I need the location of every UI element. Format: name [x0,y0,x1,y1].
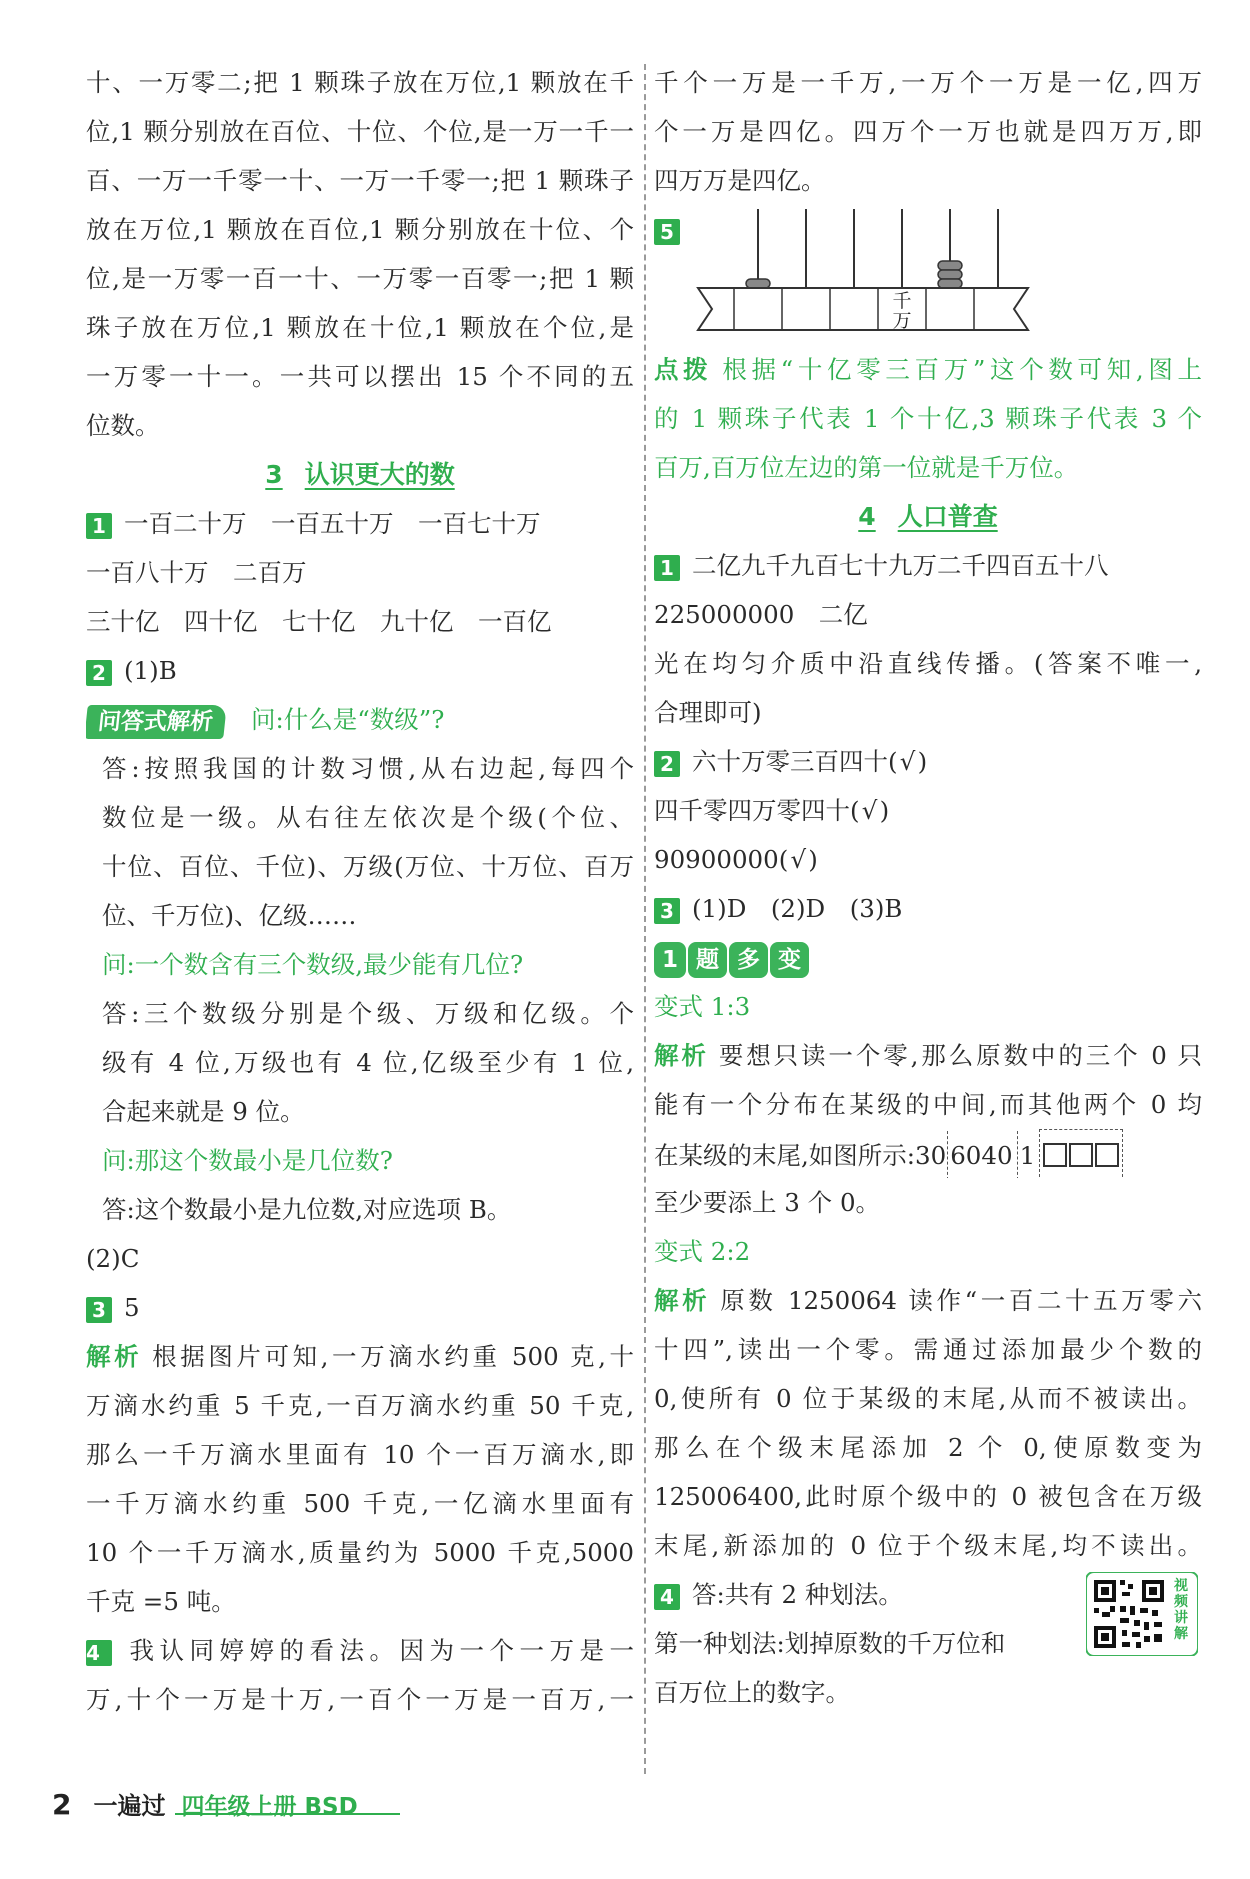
answer-text: 答:共有 2 种划法。 [692,1580,903,1609]
answer-text: 一百二十万 一百五十万 一百七十万 [124,509,541,538]
qa-answer-line: 合起来就是 9 位。 [102,1097,305,1126]
question-1 [86,499,634,548]
text-line: 225000000 二亿 [654,600,868,629]
text-line: 位,1 颗分别放在百位、十位、个位,是一万一千一 [86,117,634,146]
abacus-base [698,288,1028,330]
question-5 [654,205,1202,345]
judge-item: 六十万零三百四十( [692,747,898,776]
question-3 [654,884,1202,933]
text-line: 一万零一十一。一共可以摆出 15 个不同的五 [86,362,634,391]
badge-part: 变 [770,942,809,978]
answer-text: 二亿九千九百七十九万二千四百五十八 [692,551,1109,580]
question-number-badge: 1 [86,513,112,539]
text-line: 0,使所有 0 位于某级的末尾,从而不被读出。 [654,1384,1202,1413]
section-number: 3 [265,460,283,489]
qa-analysis-badge: 问答式解析 [86,705,227,739]
text-line: 125006400,此时原个级中的 0 被包含在万级 [654,1482,1202,1511]
text-line: 珠子放在万位,1 颗放在十位,1 颗放在个位,是 [86,313,634,342]
page-footer [52,1785,358,1825]
variant-label: 变式 1:3 [654,992,751,1021]
analysis-line [654,1276,1202,1325]
text-line: 三十亿 四十亿 七十亿 九十亿 一百亿 [86,607,552,636]
digit-group: 1 [1017,1131,1038,1178]
qa-question: 问:一个数含有三个数级,最少能有几位? [102,950,524,979]
grade-label: 四年级上册 BSD [181,1794,358,1820]
badge-part: 多 [729,942,768,978]
judge-line [654,835,1202,884]
text-line: 合理即可) [654,698,762,727]
text-line: 位,是一万零一百一十、一万零一百零一;把 1 颗 [86,264,634,293]
text-line: 那么在个级末尾添加 2 个 0,使原数变为 [654,1433,1202,1462]
question-number-badge: 1 [654,555,680,581]
qa-question: 问:什么是“数级”? [251,705,445,734]
judge-item: 四千零四万零四十( [654,796,860,825]
qa-answer-line: 数位是一级。从右往左依次是个级(个位、 [102,803,634,832]
text-line: 10 个一千万滴水,质量约为 5000 千克,5000 [86,1538,634,1567]
qa-answer-line: 答:按照我国的计数习惯,从右边起,每四个 [102,754,634,783]
abacus-label: 万 [892,310,912,332]
qa-answer-line: 十位、百位、千位)、万级(万位、十万位、百万 [102,852,634,881]
brand-logo: 一遍过 [93,1792,166,1820]
badge-part: 1 [654,942,686,978]
question-number-badge: 3 [654,898,680,924]
analysis-text: 要想只读一个零,那么原数中的三个 0 只 [718,1041,1202,1070]
added-zero-boxes [1039,1129,1123,1178]
question-1 [654,541,1202,590]
check-mark: √ [899,747,916,776]
text-line: 那么一千万滴水里面有 10 个一百万滴水,即 [86,1440,634,1469]
analysis-tag: 解析 [654,1286,711,1315]
question-number-badge: 4 [654,1584,680,1610]
qa-answer-line: 答:三个数级分别是个级、万级和亿级。个 [102,999,634,1028]
question-2 [86,646,634,695]
hint-tag: 点拨 [654,355,713,384]
abacus-diagram [694,205,1054,345]
text-line: 位数。 [86,411,160,440]
analysis-line [654,1031,1202,1080]
question-number-badge: 3 [86,1297,112,1323]
paren-close: ) [879,796,890,825]
text-line: 万,十个一万是十万,一百个一万是一百万,一 [86,1685,634,1714]
column-divider [644,64,646,1774]
qr-code[interactable] [1086,1572,1198,1662]
text-line: 万滴水约重 5 千克,一百万滴水约重 50 千克, [86,1391,634,1420]
qa-answer-line: 级有 4 位,万级也有 4 位,亿级至少有 1 位, [102,1048,634,1077]
check-mark: √ [861,796,878,825]
judge-item: 90900000( [654,845,789,874]
variant-label: 变式 2:2 [654,1237,751,1266]
answer-text: (2)C [86,1244,140,1273]
digit-diagram [946,1141,1124,1170]
qr-label: 视频讲解 [1174,1578,1188,1642]
text-line: 能有一个分布在某级的中间,而其他两个 0 均 [654,1090,1202,1119]
section-number: 4 [858,502,876,531]
text-line: 千克 =5 吨。 [86,1587,236,1616]
qa-answer-line: 位、千万位)、亿级…… [102,901,357,930]
hint-line [654,345,1202,394]
text-line: 个一万是四亿。四万个一万也就是四万万,即 [654,117,1202,146]
analysis-text: 在某级的末尾,如图所示:30 [654,1141,947,1170]
answer-text: 5 [124,1293,140,1322]
analysis-tag: 解析 [654,1041,709,1070]
digit-group: 6040 [947,1131,1014,1178]
analysis-line [86,1332,634,1381]
analysis-tag: 解析 [86,1342,143,1371]
text-line: 末尾,新添加的 0 位于个级末尾,均不读出。 [654,1531,1202,1560]
left-column [86,58,634,1724]
footer-rule [175,1813,400,1815]
text-line [654,1129,1202,1178]
hint-line: 百万,百万位左边的第一位就是千万位。 [654,453,1079,482]
answer-text: (1)D (2)D (3)B [692,894,903,923]
answer-text: (1)B [124,656,177,685]
check-mark: √ [790,845,807,874]
text-line: 放在万位,1 颗放在百位,1 颗分别放在十位、个 [86,215,634,244]
text-line: 四万万是四亿。 [654,166,826,195]
analysis-text: 根据图片可知,一万滴水约重 500 克,十 [152,1342,634,1371]
text-line: 十四”,读出一个零。需通过添加最少个数的 [654,1335,1202,1364]
text-line: 一千万滴水约重 500 千克,一亿滴水里面有 [86,1489,634,1518]
variant-badge [654,942,811,978]
abacus-bead [938,261,962,270]
question-2 [654,737,1202,786]
text-line: 至少要添上 3 个 0。 [654,1188,881,1217]
badge-part: 题 [688,942,727,978]
qa-answer-line: 答:这个数最小是九位数,对应选项 B。 [102,1195,512,1224]
section-title-text: 人口普查 [897,502,998,531]
hint-line: 的 1 颗珠子代表 1 个十亿,3 颗珠子代表 3 个 [654,404,1202,433]
paren-close: ) [808,845,818,874]
page-number: 2 [52,1788,72,1821]
abacus-label: 千 [892,290,912,312]
variants-header [654,933,1202,982]
question-number-badge: 2 [86,660,112,686]
section-title [86,450,634,499]
abacus-bead [746,279,770,288]
question-number-badge: 5 [654,219,680,245]
hint-text: 根据“十亿零三百万”这个数可知,图上 [722,355,1202,384]
text-line: 百万位上的数字。 [654,1678,850,1707]
paren-close: ) [917,747,928,776]
question-4-block [654,1570,1202,1717]
qa-question: 问:那这个数最小是几位数? [102,1146,393,1175]
judge-line [654,786,1202,835]
section-title-text: 认识更大的数 [304,460,455,489]
abacus-bead [938,279,962,288]
section-title [654,492,1202,541]
text-line: 第一种划法:划掉原数的千万位和 [654,1629,1006,1658]
question-3 [86,1283,634,1332]
abacus-bead [938,270,962,279]
question-number-badge: 2 [654,751,680,777]
text-line: 百、一万一千零一十、一万一千零一;把 1 颗珠子 [86,166,634,195]
text-line: 光在均匀介质中沿直线传播。(答案不唯一, [654,649,1202,678]
right-column [654,58,1202,1717]
question-4 [86,1626,634,1675]
question-number-badge: 4 [86,1640,112,1666]
text-line: 一百八十万 二百万 [86,558,307,587]
text-line: 十、一万零二;把 1 颗珠子放在万位,1 颗放在千 [86,68,634,97]
qa-header [86,695,634,744]
analysis-text: 原数 1250064 读作“一百二十五万零六 [720,1286,1202,1315]
answer-text: 我认同婷婷的看法。因为一个一万是一 [124,1636,634,1665]
text-line: 千个一万是一千万,一万个一万是一亿,四万 [654,68,1202,97]
